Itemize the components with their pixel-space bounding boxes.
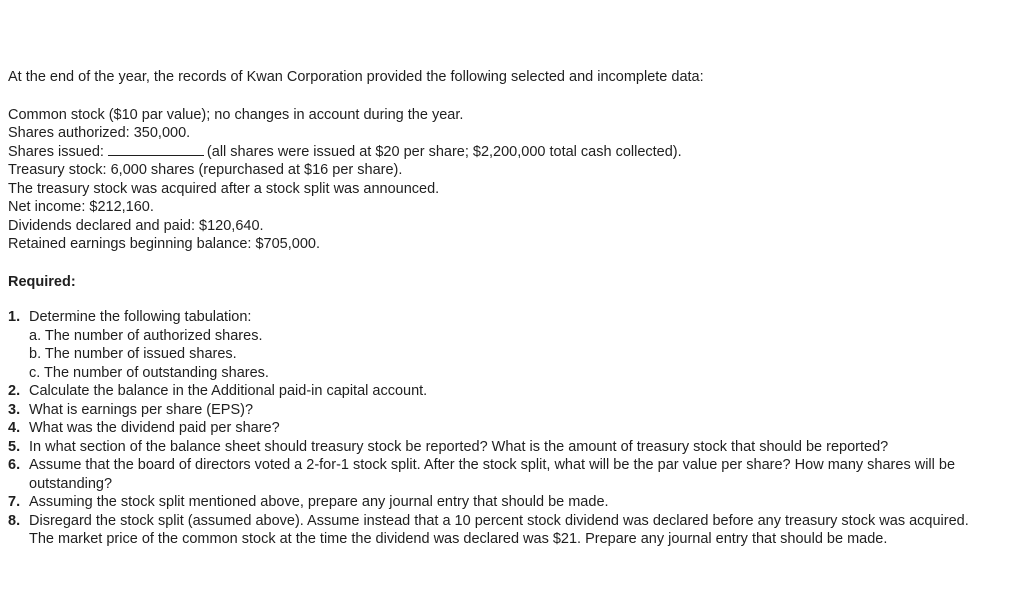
question-item — [8, 419, 1008, 438]
dividends-line: Dividends declared and paid: $120,640. — [8, 217, 264, 234]
question-number: 5. — [8, 438, 21, 455]
question-number: 6. — [8, 457, 21, 473]
question-number: 7. — [8, 494, 21, 510]
question-list — [8, 308, 1008, 549]
question-item — [8, 438, 1008, 457]
problem-document — [8, 68, 1008, 549]
shares-authorized-line: Shares authorized: 350,000. — [8, 125, 191, 141]
common-stock-line: Common stock ($10 par value); no changes in account during the year. — [8, 106, 464, 123]
question-text: What was the dividend paid per share? — [29, 420, 280, 436]
question-item — [8, 382, 1008, 401]
question-text: In what section of the balance sheet should treasury stock be reported? What is the amount of treasury stock that should be reported? — [29, 438, 889, 455]
question-text: What is earnings per share (EPS)? — [29, 401, 254, 418]
treasury-note-line: The treasury stock was acquired after a stock split was announced. — [8, 180, 440, 197]
shares-issued-label: Shares issued: — [8, 143, 104, 160]
question-item — [8, 493, 1008, 512]
subitem-c: c. The number of outstanding shares. — [29, 364, 269, 381]
shares-issued-blank — [108, 143, 204, 156]
question-number: 2. — [8, 383, 21, 399]
question-number: 8. — [8, 512, 21, 529]
question-item — [8, 308, 1008, 327]
subitem-b: b. The number of issued shares. — [29, 346, 237, 362]
question-text: Determine the following tabulation: — [29, 309, 252, 325]
intro-text: At the end of the year, the records of Kwan Corporation provided the following selected and incomplete data: — [8, 69, 704, 85]
question-number: 1. — [8, 309, 21, 325]
shares-issued-line — [8, 143, 1008, 162]
data-list — [8, 106, 1008, 254]
question-number: 4. — [8, 420, 21, 436]
question-text: Assume that the board of directors voted a 2-for-1 stock split. After the stock split, what will be the par value per share? How many shares will be outstanding? — [29, 457, 956, 492]
question-text: Assuming the stock split mentioned above, prepare any journal entry that should be made. — [29, 494, 609, 510]
question-number: 3. — [8, 401, 21, 418]
question-text: Calculate the balance in the Additional paid-in capital account. — [29, 383, 428, 399]
shares-issued-note: (all shares were issued at $20 per share; $2,200,000 total cash collected). — [206, 143, 682, 160]
subitem-a: a. The number of authorized shares. — [29, 327, 263, 344]
question-item — [8, 456, 1008, 493]
question-item — [8, 512, 1008, 549]
retained-earnings-line: Retained earnings beginning balance: $705,000. — [8, 236, 320, 252]
question-item — [8, 401, 1008, 420]
net-income-line: Net income: $212,160. — [8, 199, 154, 215]
required-heading: Required: — [8, 273, 76, 290]
treasury-stock-line: Treasury stock: 6,000 shares (repurchased at $16 per share). — [8, 162, 403, 178]
question-text: Disregard the stock split (assumed above). Assume instead that a 10 percent stock dividend was declared before any treasury stock was acquired. The market price of the common stock at the time the dividend was declared was $21. Prepare any journal entry that should be made. — [29, 512, 969, 547]
